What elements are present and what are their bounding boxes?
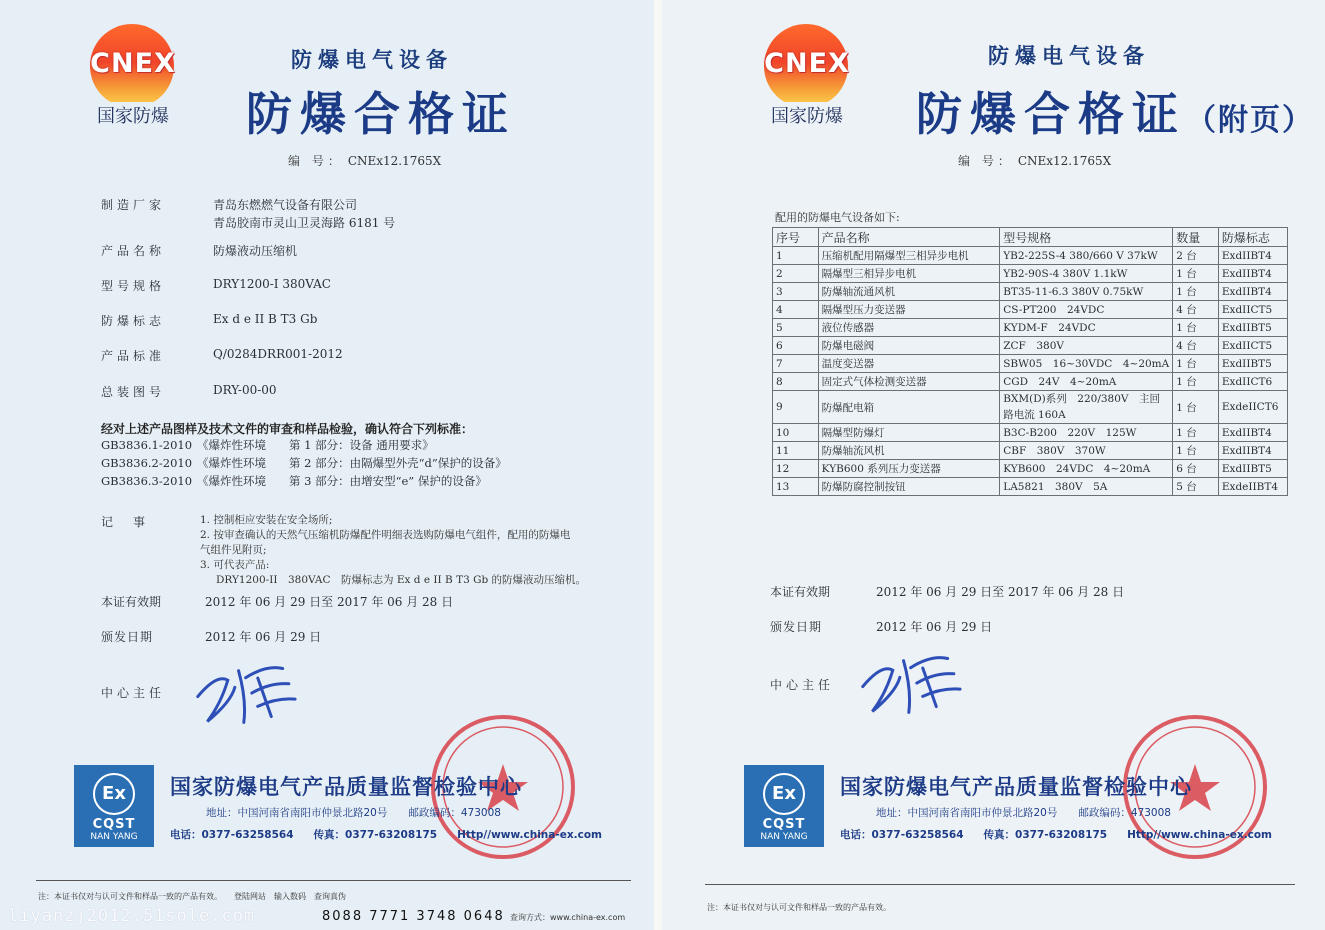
table-header-row <box>773 228 1288 247</box>
table-cell: 1 台 <box>1173 319 1219 337</box>
table-row <box>773 391 1288 424</box>
table-cell: 9 <box>773 391 819 424</box>
table-cell: 1 台 <box>1173 391 1219 424</box>
footer-org-name: 国家防爆电气产品质量监督检验中心 <box>170 775 522 799</box>
ex-icon: Ex <box>763 773 805 815</box>
cqst-logo: Ex CQST NAN YANG <box>74 765 154 847</box>
table-row <box>773 283 1288 301</box>
standard-line: GB3836.2-2010 《爆炸性环境 第 2 部分：由隔爆型外壳“d”保护的设备》 <box>101 456 507 470</box>
table-cell: 2 台 <box>1173 247 1219 265</box>
ex-icon: Ex <box>93 773 135 815</box>
table-row <box>773 424 1288 442</box>
cnex-logo-text: CNEX <box>90 48 176 79</box>
title-small: 防爆电气设备 <box>988 44 1150 68</box>
table-cell: BT35-11-6.3 380V 0.75kW <box>1000 283 1173 301</box>
table-cell: KYB600 系列压力变送器 <box>818 460 1000 478</box>
table-row <box>773 460 1288 478</box>
table-row <box>773 265 1288 283</box>
footer-contact: 电话：0377-63258564 传真：0377-63208175 Http//www.china-ex.com <box>170 829 602 841</box>
cnex-logo-subtitle: 国家防爆 <box>78 102 188 128</box>
column-header: 产品名称 <box>818 228 1000 247</box>
table-cell: 防爆电磁阀 <box>818 337 1000 355</box>
note-line: 气组件见附页; <box>200 544 267 556</box>
notes-list <box>200 513 620 588</box>
table-cell: 13 <box>773 478 819 496</box>
table-cell: ExdIIBT4 <box>1218 442 1287 460</box>
cnex-logo <box>78 24 188 127</box>
table-row <box>773 247 1288 265</box>
table-cell: 4 <box>773 301 819 319</box>
note-line: DRY1200-II 380VAC 防爆标志为 Ex d e II B T3 Gb 的防爆液动压缩机。 <box>216 574 587 586</box>
table-cell: YB2-225S-4 380/660 V 37kW <box>1000 247 1173 265</box>
table-cell: 1 台 <box>1173 442 1219 460</box>
table-cell: 1 台 <box>1173 355 1219 373</box>
standard-line: GB3836.1-2010 《爆炸性环境 第 1 部分：设备 通用要求》 <box>101 438 434 452</box>
table-row <box>773 355 1288 373</box>
cqst-logo: Ex CQST NAN YANG <box>744 765 824 847</box>
cnex-logo-text: CNEX <box>764 48 850 79</box>
watermark: liyanzj2012.51sole.com <box>8 906 256 926</box>
table-cell: KYB600 24VDC 4~20mA <box>1000 460 1173 478</box>
table-cell: 5 <box>773 319 819 337</box>
left-certificate-page: CNEX 国家防爆 防爆电气设备 防爆合格证 编 号： CNEx12.1765X 制造厂家 青岛东燃燃气设备有限公司 青岛胶南市灵山卫灵海路 6181 号 产品名称 防爆液动压缩机 型号规格 DRY1200-I 380VAC 防爆标志 Ex d e II B T3 Gb 产品标准 Q/0284DRR001-2012 总装图号 DRY-00-00 经对上述产品图样及技术文件的审查和样品检验，确认符合下列标准： GB3836.1-2010 《爆炸性环境 第 1 部分：设备 通用要求》 GB3836.2-2010 《爆炸性环境 第 2 部分：由隔爆型外壳“d”保护的设备》 GB3836.3-2010 《爆炸性环境 第 3 部分：由增安型“e” 保护的设备》 记 事 1. 控制柜应安装在安全场所; 2. 按审查确认的天然气压缩机防爆配件明细表选购防爆电气组件，配用的防爆电 气组件见附页; 3. 可代表产品: DRY1200-II 380VAC 防爆标志为 Ex d e II B T3 Gb 的防爆液动压缩机。 本证有效期 2012 年 06 月 29 日至 2017 年 06 月 28 日 颁发日期 2012 年 06 月 29 日 中心主任 Ex CQST NAN YANG 国家防爆电气产品质量监督检验中心 地址：中国河南省南阳市仲景北路20号 邮政编码：473008 电话：0377-63258564 传真：0377-63208175 Http//www.china-ex.com 注：本证书仅对与认可文件和样品一致的产品有效。 登陆网站 输入数码 查询真伪 8088 7771 3748 0648 查询方式：www.china-ex.com liyanzj2012.51sole.com <box>0 0 654 930</box>
table-cell: ExdIICT5 <box>1218 301 1287 319</box>
footer-contact: 电话：0377-63258564 传真：0377-63208175 Http//www.china-ex.com <box>840 829 1272 841</box>
table-cell: SBW05 16~30VDC 4~20mA <box>1000 355 1173 373</box>
table-cell: YB2-90S-4 380V 1.1kW <box>1000 265 1173 283</box>
table-cell: 1 台 <box>1173 283 1219 301</box>
table-cell: 4 台 <box>1173 337 1219 355</box>
table-caption: 配用的防爆电气设备如下: <box>775 211 900 224</box>
serial-number: 8088 7771 3748 0648 <box>322 909 505 924</box>
table-cell: ExdIIBT5 <box>1218 460 1287 478</box>
table-cell: 防爆轴流风机 <box>818 442 1000 460</box>
table-cell: ExdIIBT4 <box>1218 247 1287 265</box>
conformity-heading: 经对上述产品图样及技术文件的审查和样品检验，确认符合下列标准： <box>101 422 474 436</box>
footer-address: 地址：中国河南省南阳市仲景北路20号 邮政编码：473008 <box>206 807 501 819</box>
table-row <box>773 301 1288 319</box>
column-header: 防爆标志 <box>1218 228 1287 247</box>
table-cell: ExdeIIBT4 <box>1218 478 1287 496</box>
table-cell: 5 台 <box>1173 478 1219 496</box>
bottom-note: 注：本证书仅对与认可文件和样品一致的产品有效。 <box>707 903 891 912</box>
cnex-logo <box>752 24 862 127</box>
equipment-table <box>772 227 1288 496</box>
certificate-number: 编 号： CNEx12.1765X <box>958 154 1112 168</box>
table-cell: KYDM-F 24VDC <box>1000 319 1173 337</box>
table-cell: ExdIICT6 <box>1218 373 1287 391</box>
table-cell: 防爆轴流通风机 <box>818 283 1000 301</box>
table-cell: ExdeIICT6 <box>1218 391 1287 424</box>
table-cell: BXM(D)系列 220/380V 主回路电流 160A <box>1000 391 1173 424</box>
table-cell: 12 <box>773 460 819 478</box>
column-header: 序号 <box>773 228 819 247</box>
table-cell: 压缩机配用隔爆型三相异步电机 <box>818 247 1000 265</box>
page-title: 防爆合格证（附页） <box>916 87 1314 141</box>
table-row <box>773 337 1288 355</box>
note-line: 2. 按审查确认的天然气压缩机防爆配件明细表选购防爆电气组件，配用的防爆电 <box>200 529 571 541</box>
table-cell: ExdIIBT4 <box>1218 424 1287 442</box>
footer-org-name: 国家防爆电气产品质量监督检验中心 <box>840 775 1192 799</box>
query-method: 查询方式：www.china-ex.com <box>510 913 626 922</box>
table-cell: 1 台 <box>1173 424 1219 442</box>
table-cell: 6 <box>773 337 819 355</box>
footer-address: 地址：中国河南省南阳市仲景北路20号 邮政编码：473008 <box>876 807 1171 819</box>
table-cell: 8 <box>773 373 819 391</box>
table-cell: 2 <box>773 265 819 283</box>
table-cell: 液位传感器 <box>818 319 1000 337</box>
table-cell: B3C-B200 220V 125W <box>1000 424 1173 442</box>
table-row <box>773 319 1288 337</box>
table-cell: 1 台 <box>1173 373 1219 391</box>
table-cell: 温度变送器 <box>818 355 1000 373</box>
table-cell: 4 台 <box>1173 301 1219 319</box>
column-header: 型号规格 <box>1000 228 1173 247</box>
table-cell: ExdIIBT4 <box>1218 265 1287 283</box>
footer-band <box>744 765 1304 847</box>
table-cell: 3 <box>773 283 819 301</box>
director-signature <box>186 653 305 738</box>
bottom-divider <box>705 884 1295 885</box>
page-title: 防爆合格证 <box>246 87 516 141</box>
table-cell: 11 <box>773 442 819 460</box>
footer-band <box>74 765 634 847</box>
standard-line: GB3836.3-2010 《爆炸性环境 第 3 部分：由增安型“e” 保护的设备》 <box>101 474 487 488</box>
table-cell: ExdIIBT5 <box>1218 319 1287 337</box>
table-cell: CGD 24V 4~20mA <box>1000 373 1173 391</box>
table-cell: ZCF 380V <box>1000 337 1173 355</box>
note-line: 3. 可代表产品: <box>200 559 270 571</box>
cnex-logo-subtitle: 国家防爆 <box>752 102 862 128</box>
table-cell: 1 <box>773 247 819 265</box>
table-cell: 7 <box>773 355 819 373</box>
note-line: 1. 控制柜应安装在安全场所; <box>200 514 333 526</box>
table-cell: 隔爆型防爆灯 <box>818 424 1000 442</box>
table-cell: ExdIIBT5 <box>1218 355 1287 373</box>
bottom-divider <box>36 880 631 881</box>
table-cell: 1 台 <box>1173 265 1219 283</box>
table-cell: 隔爆型压力变送器 <box>818 301 1000 319</box>
table-row <box>773 442 1288 460</box>
table-cell: 6 台 <box>1173 460 1219 478</box>
page-gutter <box>654 0 662 930</box>
bottom-note: 注：本证书仅对与认可文件和样品一致的产品有效。 登陆网站 输入数码 查询真伪 <box>38 892 346 901</box>
column-header: 数量 <box>1173 228 1219 247</box>
title-small: 防爆电气设备 <box>291 48 453 72</box>
table-cell: 10 <box>773 424 819 442</box>
table-cell: 隔爆型三相异步电机 <box>818 265 1000 283</box>
table-cell: ExdIIBT4 <box>1218 283 1287 301</box>
table-cell: 防爆配电箱 <box>818 391 1000 424</box>
table-cell: CS-PT200 24VDC <box>1000 301 1173 319</box>
table-cell: 防爆防腐控制按钮 <box>818 478 1000 496</box>
table-cell: ExdIICT5 <box>1218 337 1287 355</box>
certificate-number: 编 号： CNEx12.1765X <box>288 154 442 168</box>
table-cell: 固定式气体检测变送器 <box>818 373 1000 391</box>
table-cell: CBF 380V 370W <box>1000 442 1173 460</box>
table-cell: LA5821 380V 5A <box>1000 478 1173 496</box>
table-row <box>773 373 1288 391</box>
table-row <box>773 478 1288 496</box>
